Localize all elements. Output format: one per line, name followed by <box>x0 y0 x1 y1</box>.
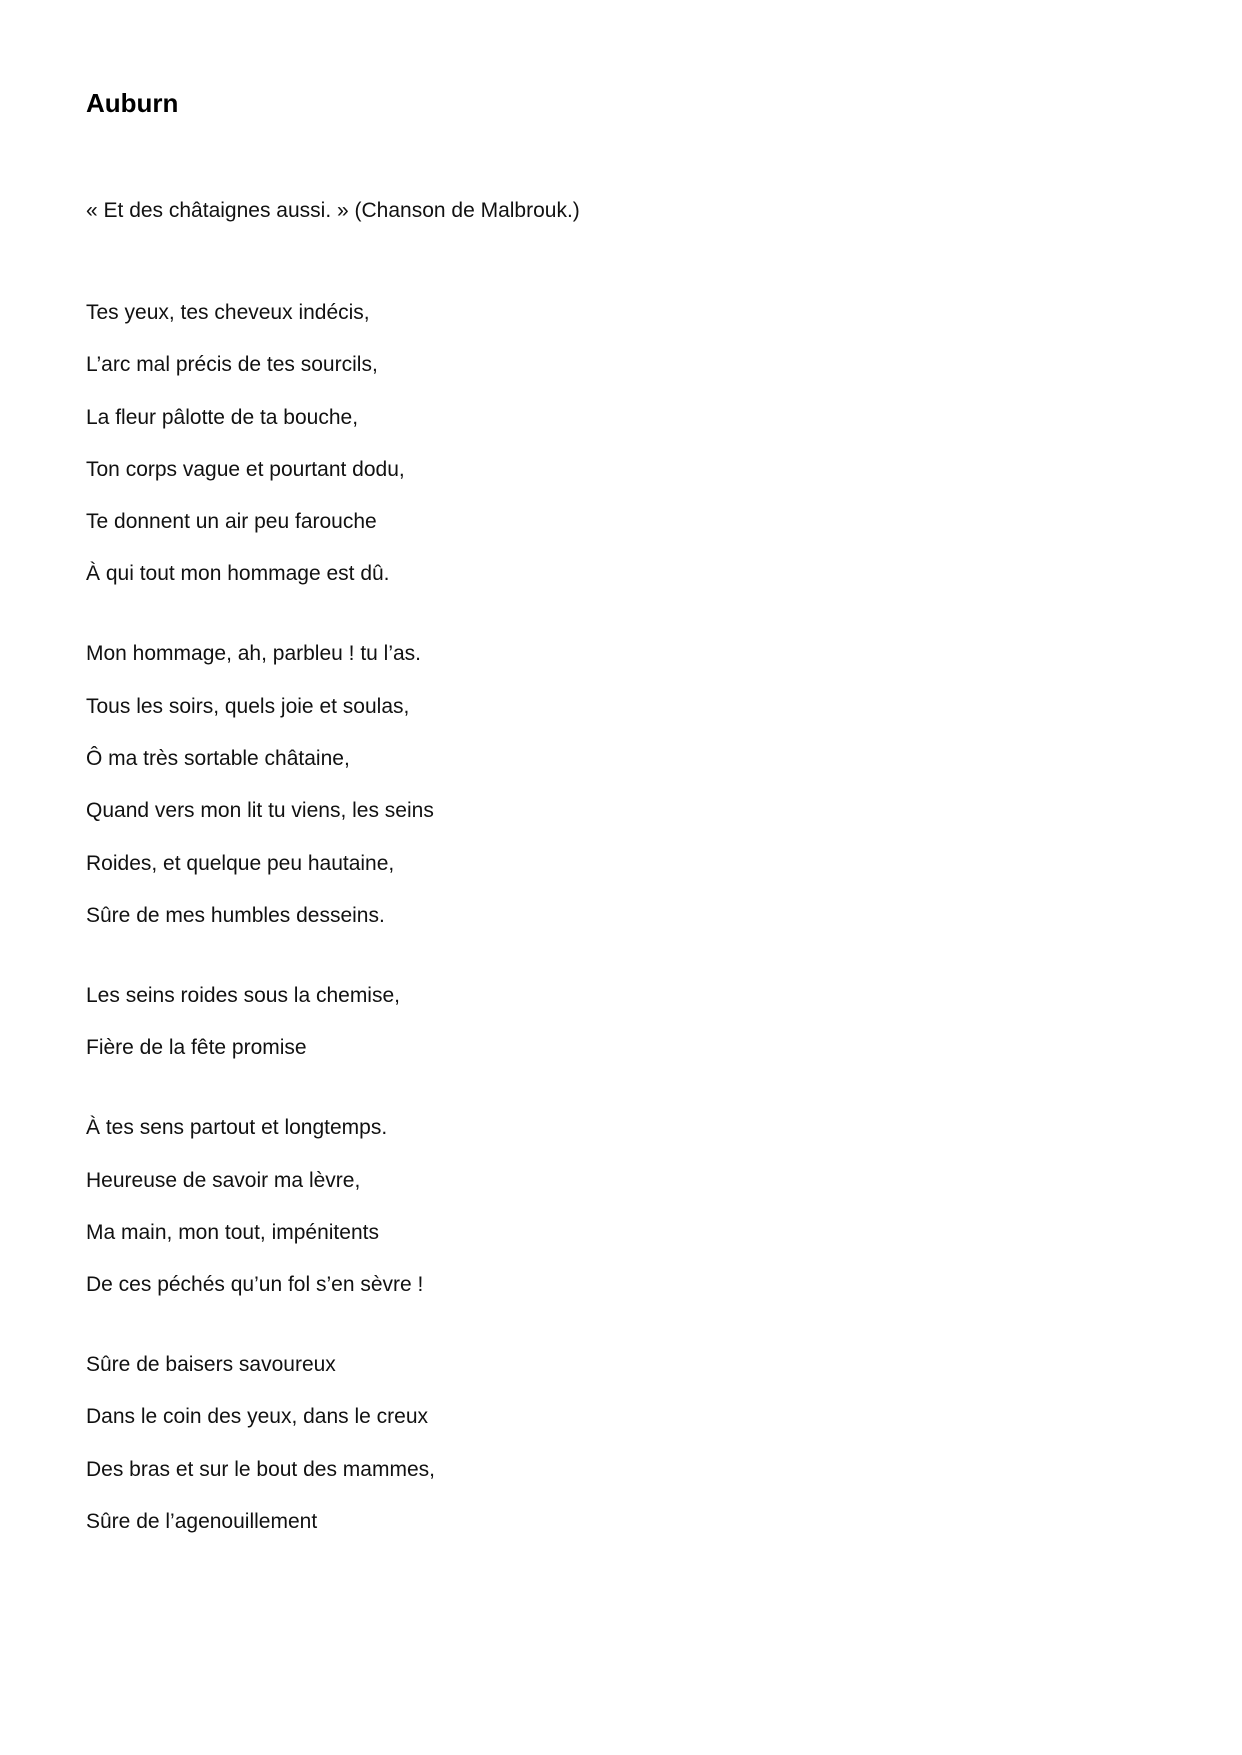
stanza-3 <box>86 981 435 1063</box>
poem-line: La fleur pâlotte de ta bouche, <box>86 405 359 429</box>
stanza-5 <box>86 1350 435 1537</box>
poem-line: Mon hommage, ah, parbleu ! tu l’as. <box>86 642 422 666</box>
poem-line: Ô ma très sortable châtaine, <box>86 747 350 771</box>
poem-line: Dans le coin des yeux, dans le creux <box>86 1405 429 1429</box>
poem-line: À qui tout mon hommage est dû. <box>86 562 390 586</box>
poem-line: Sûre de l’agenouillement <box>86 1510 318 1534</box>
poem-line: Roides, et quelque peu hautaine, <box>86 851 395 875</box>
stanza-4 <box>86 1113 435 1300</box>
poem-line: Tous les soirs, quels joie et soulas, <box>86 694 410 718</box>
stanza-2 <box>86 639 435 930</box>
poem-line: Ma main, mon tout, impénitents <box>86 1220 379 1244</box>
poem-title: Auburn <box>86 88 179 118</box>
poem-line: Ton corps vague et pourtant dodu, <box>86 457 405 481</box>
poem-line: Des bras et sur le bout des mammes, <box>86 1457 435 1481</box>
poem-line: Heureuse de savoir ma lèvre, <box>86 1168 361 1192</box>
poem-body <box>86 298 435 1587</box>
poem-line: Te donnent un air peu farouche <box>86 510 377 534</box>
poem-line: À tes sens partout et longtemps. <box>86 1116 388 1140</box>
poem-line: Tes yeux, tes cheveux indécis, <box>86 301 370 324</box>
poem-line: Quand vers mon lit tu viens, les seins <box>86 799 434 823</box>
poem-line: Sûre de mes humbles desseins. <box>86 903 385 927</box>
poem-line: Fière de la fête promise <box>86 1036 307 1060</box>
poem-line: Les seins roides sous la chemise, <box>86 983 400 1007</box>
poem-line: L’arc mal précis de tes sourcils, <box>86 353 378 377</box>
epigraph: « Et des châtaignes aussi. » (Chanson de Malbrouk.) <box>86 199 580 222</box>
poem-line: De ces péchés qu’un fol s’en sèvre ! <box>86 1273 424 1297</box>
stanza-1 <box>86 298 435 589</box>
poem-line: Sûre de baisers savoureux <box>86 1353 336 1377</box>
